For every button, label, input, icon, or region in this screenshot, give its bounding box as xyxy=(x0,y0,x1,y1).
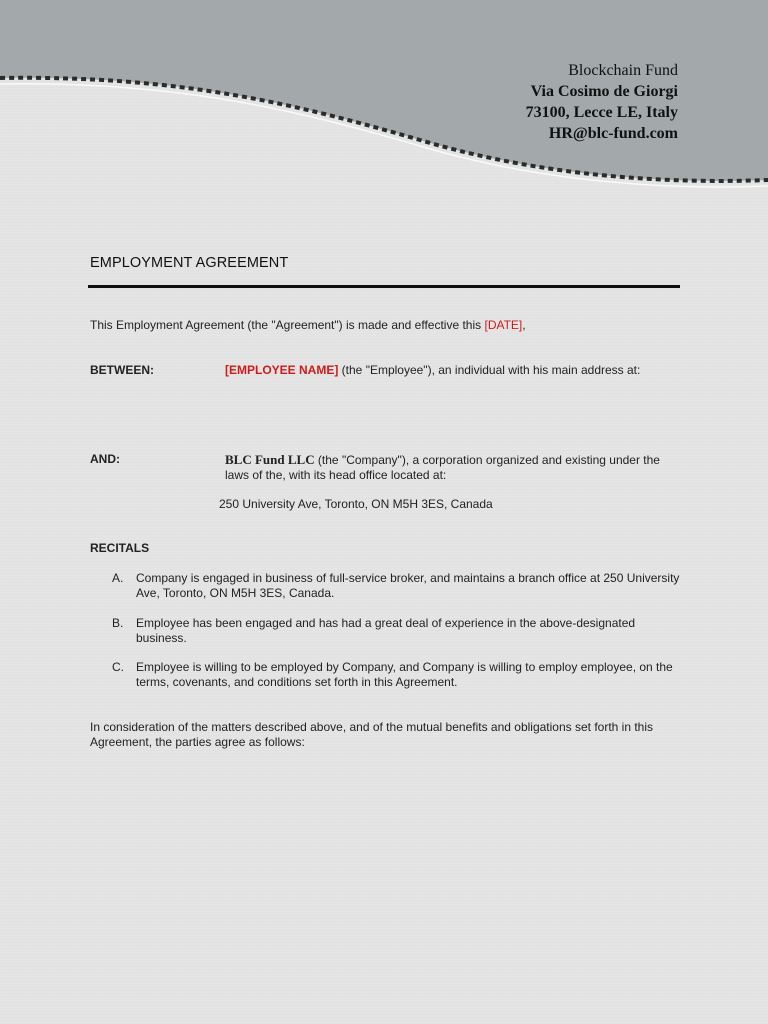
and-text: (the "Company"), a corporation organized and existing under the laws of the, with its head office located at: xyxy=(225,453,660,482)
company-city: 73100, Lecce LE, Italy xyxy=(525,104,678,121)
recital-text: Employee is willing to be employed by Company, and Company is willing to employ employee, on the terms, covenants, and conditions set forth in this Agreement. xyxy=(136,660,673,689)
intro-paragraph xyxy=(90,318,526,333)
between-paragraph xyxy=(225,363,685,378)
and-paragraph xyxy=(225,452,680,483)
recitals-heading: RECITALS xyxy=(90,541,150,555)
company-name: Blockchain Fund xyxy=(568,62,678,79)
company-email: HR@blc-fund.com xyxy=(548,125,678,142)
title-divider xyxy=(88,285,680,288)
and-label: AND: xyxy=(90,452,120,466)
employee-name-placeholder: [EMPLOYEE NAME] xyxy=(225,363,339,377)
between-text: (the "Employee"), an individual with his main address at: xyxy=(338,363,641,377)
company-address-block xyxy=(526,60,678,144)
recital-letter: C. xyxy=(112,660,124,674)
recital-text: Company is engaged in business of full-service broker, and maintains a branch office at 250 University Ave, Toronto, ON M5H 3ES, Canada. xyxy=(136,571,680,600)
recital-letter: A. xyxy=(112,571,124,585)
closing-paragraph: In consideration of the matters described above, and of the mutual benefits and obligations set forth in this Agreement, the parties agree as follows: xyxy=(90,720,654,749)
recital-letter: B. xyxy=(112,616,124,630)
document-title: EMPLOYMENT AGREEMENT xyxy=(90,255,289,271)
between-label: BETWEEN: xyxy=(90,363,154,377)
company-legal-name: BLC Fund LLC xyxy=(225,452,315,467)
recital-text: Employee has been engaged and has had a great deal of experience in the above-designated business. xyxy=(136,616,636,645)
company-head-office-address: 250 University Ave, Toronto, ON M5H 3ES, Canada xyxy=(219,497,493,511)
recital-item xyxy=(112,571,682,601)
recital-item xyxy=(112,616,682,646)
recital-item xyxy=(112,660,682,690)
intro-prefix: This Employment Agreement (the "Agreement") is made and effective this xyxy=(90,318,485,332)
date-placeholder: [DATE] xyxy=(484,318,523,332)
company-street: Via Cosimo de Giorgi xyxy=(530,83,678,100)
intro-suffix: , xyxy=(522,318,526,332)
